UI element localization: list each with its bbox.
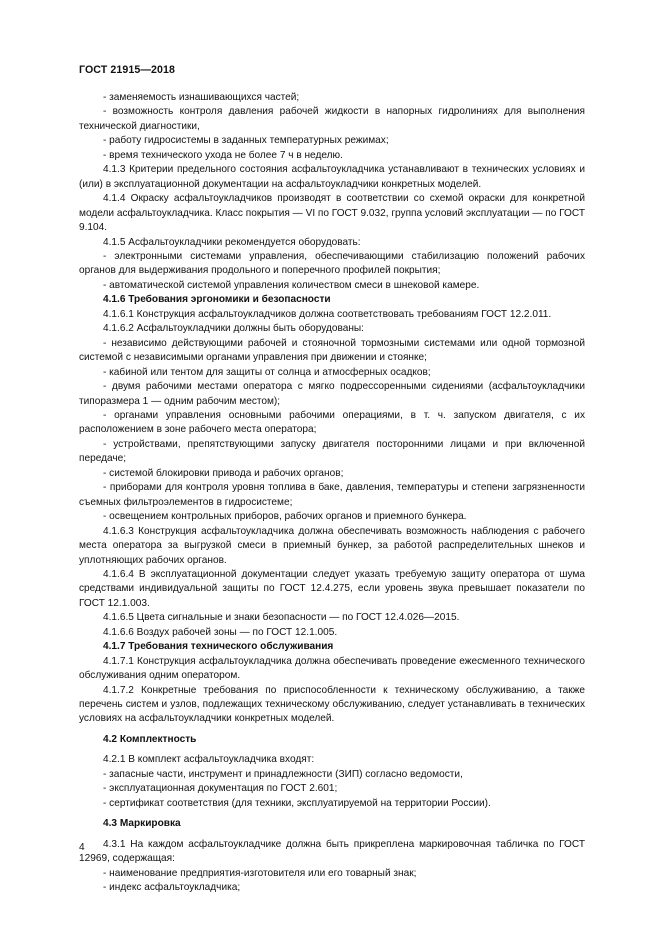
page-number: 4	[79, 842, 85, 853]
paragraph: - возможность контроля давления рабочей жидкости в напорных гидролиниях для выполнения технической диагностики,	[79, 106, 585, 132]
paragraph: - работу гидросистемы в заданных температурных режимах;	[103, 135, 389, 147]
paragraph: 4.3.1 На каждом асфальтоукладчике должна быть прикреплена маркировочная табличка по ГОСТ 12969, содержащая:	[79, 838, 585, 865]
section-heading: 4.3 Маркировка	[103, 818, 181, 830]
paragraph: - электронными системами управления, обеспечивающими стабилизацию положений рабочих органов для выдерживания продольного и поперечного профилей покрытия;	[79, 250, 585, 277]
paragraph: 4.1.7.1 Конструкция асфальтоукладчика должна обеспечивать проведение ежесменного технического обслуживания одним оператором.	[79, 655, 585, 682]
paragraph: - системой блокировки привода и рабочих органов;	[103, 467, 344, 479]
paragraph: - эксплуатационная документация по ГОСТ 2.601;	[103, 783, 338, 795]
paragraph: 4.1.6.6 Воздух рабочей зоны — по ГОСТ 12.1.005.	[103, 626, 338, 638]
paragraph: 4.1.3 Критерии предельного состояния асфальтоукладчика устанавливают в технических условиях и (или) в эксплуатационной документации на асфальтоукладчики конкретных моделей.	[79, 164, 585, 190]
paragraph: - автоматической системой управления количеством смеси в шнековой камере.	[103, 279, 480, 291]
paragraph: - индекс асфальтоукладчика;	[103, 882, 241, 894]
paragraph: 4.1.7.2 Конкретные требования по приспособленности к техническому обслуживанию, а также перечень систем и узлов, подлежащих техническому обслуживанию, следует устанавливать в технических условиях на асфальтоукладчики конкретных моделей.	[79, 684, 585, 725]
paragraph: - время технического ухода не более 7 ч в неделю.	[103, 149, 343, 161]
paragraph: 4.2.1 В комплект асфальтоукладчика входят:	[103, 754, 315, 766]
subsection-heading: 4.1.7 Требования технического обслуживания	[103, 641, 334, 653]
paragraph: 4.1.6.4 В эксплуатационной документации следует указать требуемую защиту оператора от шума средствами индивидуальной защиты по ГОСТ 12.4.275, если уровень звука превышает показатели по ГОСТ 12.1.003.	[79, 568, 585, 609]
paragraph: - двумя рабочими местами оператора с мягко подрессоренными сидениями (асфальтоукладчики типоразмера 1 — одним рабочим местом);	[79, 381, 585, 407]
paragraph: 4.1.5 Асфальтоукладчики рекомендуется оборудовать:	[103, 236, 361, 248]
paragraph: - органами управления основными рабочими операциями, в т. ч. запуском двигателя, с их расположением в зоне рабочего места оператора;	[79, 409, 585, 436]
paragraph: - наименование предприятия-изготовителя или его товарный знак;	[103, 867, 417, 879]
paragraph: - освещением контрольных приборов, рабочих органов и приемного бункера.	[103, 511, 467, 523]
paragraph: 4.1.6.5 Цвета сигнальные и знаки безопасности — по ГОСТ 12.4.026—2015.	[103, 612, 460, 624]
paragraph: - заменяемость изнашивающихся частей;	[103, 92, 300, 103]
paragraph: 4.1.6.2 Асфальтоукладчики должны быть оборудованы:	[103, 323, 364, 335]
paragraph: - приборами для контроля уровня топлива в баке, давления, температуры и степени загрязненности съемных фильтроэлементов в гидросистеме;	[79, 482, 585, 508]
document-header: ГОСТ 21915—2018	[79, 64, 176, 76]
paragraph: 4.1.6.1 Конструкция асфальтоукладчиков должна соответствовать требованиям ГОСТ 12.2.011.	[103, 308, 552, 320]
paragraph: - устройствами, препятствующими запуску двигателя посторонними лицами и при включенной передаче;	[79, 438, 585, 465]
document-body	[79, 91, 585, 895]
paragraph: - независимо действующими рабочей и стояночной тормозными системами или одной тормозной системой с независимыми органами управления при движении и стоянке;	[79, 337, 585, 364]
paragraph: - запасные части, инструмент и принадлежности (ЗИП) согласно ведомости,	[103, 768, 463, 780]
paragraph: - сертификат соответствия (для техники, эксплуатируемой на территории России).	[103, 797, 491, 809]
section-heading: 4.2 Комплектность	[103, 733, 197, 745]
paragraph: 4.1.6.3 Конструкция асфальтоукладчика должна обеспечивать возможность наблюдения с рабочего места оператора за выгрузкой смеси в приемный бункер, за работой распределительных шнеков и уплотняющих рабочих органов.	[79, 525, 585, 566]
subsection-heading: 4.1.6 Требования эргономики и безопасности	[103, 294, 331, 306]
paragraph: 4.1.4 Окраску асфальтоукладчиков производят в соответствии со схемой окраски для конкретной модели асфальтоукладчика. Класс покрытия — VI по ГОСТ 9.032, группа условий эксплуатации — по ГОСТ 9.104.	[79, 193, 586, 234]
paragraph: - кабиной или тентом для защиты от солнца и атмосферных осадков;	[103, 366, 431, 378]
